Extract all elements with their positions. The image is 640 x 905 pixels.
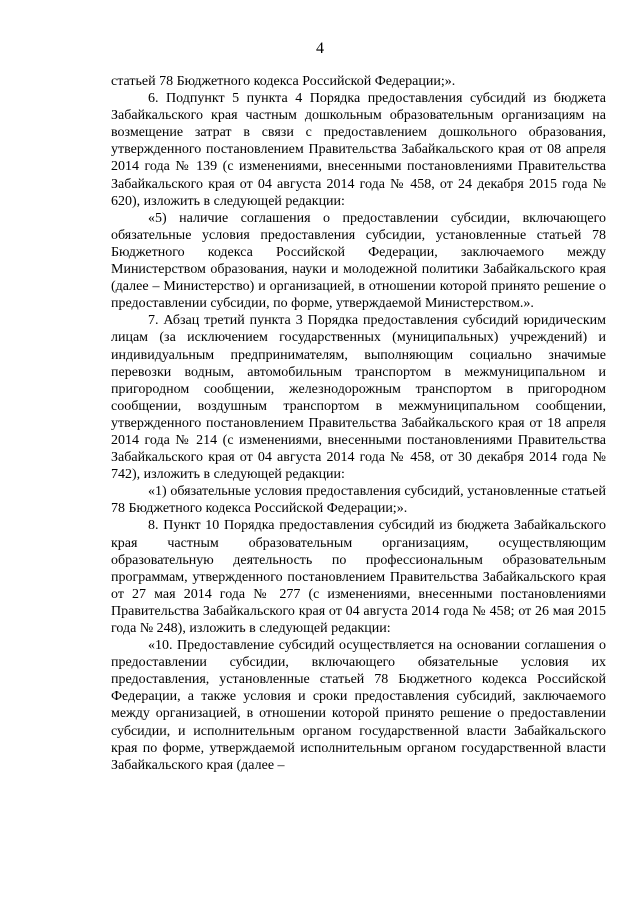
paragraph-item-6: 6. Подпункт 5 пункта 4 Порядка предоставления субсидий из бюджета Забайкальского края частным дошкольным образовательным организациям на возмещение затрат в связи с предоставлением дошкольного образования, утвержденного постановлением Правительства Забайкальского края от 08 апреля 2014 года № 139 (с изменениями, внесенными постановлениями Правительства Забайкальского края от 04 августа 2014 года № 458, от 24 декабря 2015 года № 620), изложить в следующей редакции: <box>111 91 606 209</box>
page-number: 4 <box>316 40 324 57</box>
document-body <box>111 73 606 774</box>
paragraph-continuation: статьей 78 Бюджетного кодекса Российской Федерации;». <box>111 74 456 89</box>
paragraph-quote-subitem-1: «1) обязательные условия предоставления субсидий, установленные статьей 78 Бюджетного кодекса Российской Федерации;». <box>111 484 606 517</box>
paragraph-item-7: 7. Абзац третий пункта 3 Порядка предоставления субсидий юридическим лицам (за исключением государственных (муниципальных) учреждений) и индивидуальным предпринимателям, выполняющим социально значимые перевозки водным, автомобильным транспортом в межмуниципальном и пригородном сообщении, железнодорожным транспортом в пригородном сообщении, воздушным транспортом в межмуниципальном сообщении, утвержденного постановлением Правительства Забайкальского края от 18 апреля 2014 года № 214 (с изменениями, внесенными постановлениями Правительства Забайкальского края от 04 августа 2014 года № 458, от 30 декабря 2014 года № 742), изложить в следующей редакции: <box>111 313 606 483</box>
paragraph-item-8: 8. Пункт 10 Порядка предоставления субсидий из бюджета Забайкальского края частным образовательным организациям, осуществляющим образовательную деятельность по профессиональным образовательным программам, утвержденного постановлением Правительства Забайкальского края от 27 мая 2014 года № 277 (с изменениями, внесенными постановлениями Правительства Забайкальского края от 04 августа 2014 года № 458; от 26 мая 2015 года № 248), изложить в следующей редакции: <box>111 518 606 636</box>
paragraph-quote-item-10: «10. Предоставление субсидий осуществляется на основании соглашения о предоставлении субсидии, включающего обязательные условия их предоставления, установленные статьей 78 Бюджетного кодекса Российской Федерации, а также условия и сроки предоставления субсидий, заключаемого между организацией, в отношении которой принято решение о предоставлении субсидии, и исполнительным органом государственной власти Забайкальского края по форме, утверждаемой исполнительным органом государственной власти Забайкальского края (далее – <box>111 638 606 773</box>
paragraph-quote-subitem-5: «5) наличие соглашения о предоставлении субсидии, включающего обязательные условия предоставления субсидии, установленные статьей 78 Бюджетного кодекса Российской Федерации, заключаемого между Министерством образования, науки и молодежной политики Забайкальского края (далее – Министерство) и организацией, в отношении которой принято решение о предоставлении субсидии, по форме, утверждаемой Министерством.». <box>111 210 606 312</box>
